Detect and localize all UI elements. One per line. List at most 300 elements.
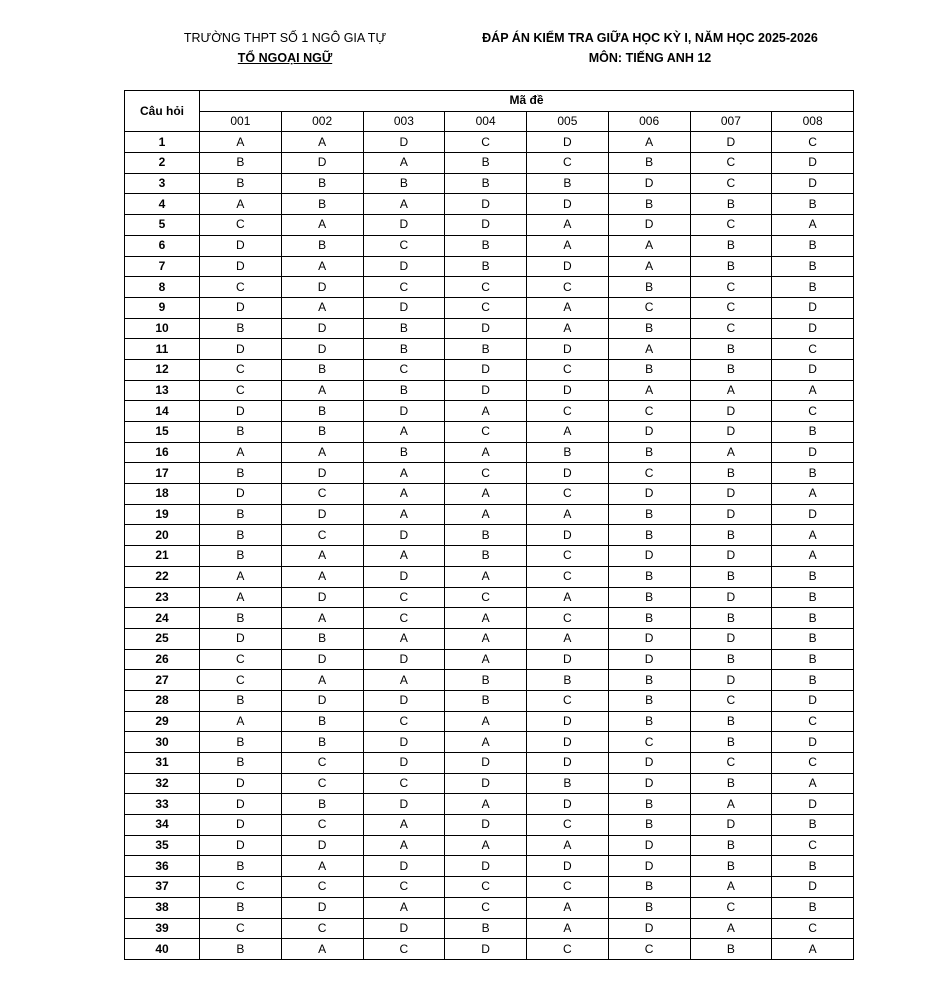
answer-cell: A xyxy=(363,463,445,484)
answer-cell: A xyxy=(363,194,445,215)
answer-cell: D xyxy=(363,215,445,236)
answer-cell: D xyxy=(445,194,527,215)
answer-cell: B xyxy=(690,235,772,256)
answer-cell: D xyxy=(281,463,363,484)
answer-cell: D xyxy=(281,339,363,360)
answer-cell: C xyxy=(363,235,445,256)
answer-cell: C xyxy=(527,153,609,174)
answer-cell: D xyxy=(281,153,363,174)
table-row xyxy=(125,649,854,670)
answer-cell: B xyxy=(772,235,854,256)
answer-cell: A xyxy=(200,194,282,215)
question-number: 40 xyxy=(125,939,200,960)
question-number: 4 xyxy=(125,194,200,215)
answer-cell: A xyxy=(527,235,609,256)
answer-cell: D xyxy=(608,173,690,194)
table-row xyxy=(125,711,854,732)
question-number: 35 xyxy=(125,835,200,856)
answer-cell: A xyxy=(608,339,690,360)
table-row xyxy=(125,794,854,815)
table-row xyxy=(125,380,854,401)
answer-cell: B xyxy=(608,711,690,732)
answer-cell: B xyxy=(772,608,854,629)
code-header-cell: 002 xyxy=(281,111,363,132)
answer-cell: B xyxy=(690,525,772,546)
answer-cell: D xyxy=(772,318,854,339)
question-number: 13 xyxy=(125,380,200,401)
answer-cell: D xyxy=(608,835,690,856)
answer-cell: B xyxy=(608,153,690,174)
question-header: Câu hỏi xyxy=(125,91,200,132)
answer-cell: C xyxy=(527,484,609,505)
answer-cell: B xyxy=(445,546,527,567)
answer-cell: D xyxy=(445,215,527,236)
answer-cell: A xyxy=(527,918,609,939)
answer-cell: C xyxy=(608,297,690,318)
question-number: 10 xyxy=(125,318,200,339)
answer-cell: D xyxy=(527,794,609,815)
answer-cell: C xyxy=(690,277,772,298)
answer-cell: D xyxy=(690,670,772,691)
answer-cell: B xyxy=(690,835,772,856)
answer-cell: A xyxy=(281,566,363,587)
answer-cell: B xyxy=(608,815,690,836)
answer-cell: A xyxy=(363,628,445,649)
question-number: 15 xyxy=(125,422,200,443)
answer-cell: A xyxy=(281,546,363,567)
answer-cell: C xyxy=(200,215,282,236)
school-name: TRƯỜNG THPT SỐ 1 NGÔ GIA TỰ xyxy=(183,31,387,45)
answer-cell: D xyxy=(772,504,854,525)
answer-cell: A xyxy=(772,546,854,567)
table-row xyxy=(125,546,854,567)
answer-cell: A xyxy=(445,608,527,629)
answer-cell: D xyxy=(527,525,609,546)
answer-cell: B xyxy=(281,194,363,215)
answer-cell: B xyxy=(772,587,854,608)
answer-cell: C xyxy=(527,359,609,380)
answer-cell: C xyxy=(363,711,445,732)
answer-cell: A xyxy=(281,442,363,463)
question-number: 6 xyxy=(125,235,200,256)
answer-cell: D xyxy=(690,422,772,443)
question-number: 38 xyxy=(125,897,200,918)
answer-cell: B xyxy=(772,277,854,298)
answer-cell: C xyxy=(527,815,609,836)
answer-cell: A xyxy=(690,794,772,815)
answer-cell: D xyxy=(608,215,690,236)
answer-cell: D xyxy=(772,877,854,898)
question-number: 17 xyxy=(125,463,200,484)
answer-cell: C xyxy=(527,401,609,422)
answer-cell: D xyxy=(445,773,527,794)
answer-cell: D xyxy=(363,256,445,277)
answer-cell: B xyxy=(772,463,854,484)
answer-cell: C xyxy=(690,690,772,711)
answer-cell: B xyxy=(690,566,772,587)
question-number: 21 xyxy=(125,546,200,567)
answer-cell: C xyxy=(608,463,690,484)
answer-cell: B xyxy=(772,628,854,649)
answer-cell: A xyxy=(772,380,854,401)
answer-cell: D xyxy=(363,297,445,318)
answer-cell: D xyxy=(281,835,363,856)
answer-cell: D xyxy=(200,628,282,649)
question-number: 39 xyxy=(125,918,200,939)
answer-cell: C xyxy=(281,753,363,774)
table-row xyxy=(125,504,854,525)
answer-cell: A xyxy=(281,132,363,153)
answer-cell: D xyxy=(772,732,854,753)
answer-cell: B xyxy=(281,711,363,732)
answer-cell: D xyxy=(527,463,609,484)
answer-cell: B xyxy=(690,359,772,380)
answer-cell: B xyxy=(445,525,527,546)
answer-cell: D xyxy=(772,153,854,174)
answer-cell: A xyxy=(608,235,690,256)
table-row xyxy=(125,463,854,484)
answer-cell: D xyxy=(363,794,445,815)
answer-cell: D xyxy=(363,856,445,877)
answer-cell: A xyxy=(527,897,609,918)
answer-cell: D xyxy=(527,256,609,277)
answer-cell: C xyxy=(608,401,690,422)
question-number: 12 xyxy=(125,359,200,380)
question-number: 7 xyxy=(125,256,200,277)
answer-cell: C xyxy=(772,401,854,422)
answer-cell: B xyxy=(445,670,527,691)
answer-cell: A xyxy=(200,587,282,608)
answer-cell: D xyxy=(200,401,282,422)
answer-cell: B xyxy=(281,628,363,649)
table-row xyxy=(125,442,854,463)
answer-cell: A xyxy=(608,256,690,277)
table-row xyxy=(125,277,854,298)
answer-cell: A xyxy=(445,484,527,505)
answer-cell: C xyxy=(363,877,445,898)
answer-cell: B xyxy=(690,608,772,629)
answer-cell: B xyxy=(527,773,609,794)
answer-cell: A xyxy=(445,794,527,815)
question-number: 1 xyxy=(125,132,200,153)
answer-cell: B xyxy=(281,422,363,443)
answer-cell: A xyxy=(527,628,609,649)
table-row xyxy=(125,297,854,318)
table-row xyxy=(125,939,854,960)
answer-cell: B xyxy=(200,504,282,525)
answer-cell: C xyxy=(772,835,854,856)
table-row xyxy=(125,608,854,629)
answer-cell: B xyxy=(445,339,527,360)
answer-cell: C xyxy=(281,484,363,505)
answer-cell: B xyxy=(363,339,445,360)
header-right xyxy=(440,28,860,68)
answer-cell: A xyxy=(445,649,527,670)
answer-cell: B xyxy=(772,856,854,877)
answer-cell: A xyxy=(281,380,363,401)
answer-cell: A xyxy=(527,318,609,339)
answer-cell: D xyxy=(608,649,690,670)
answer-cell: C xyxy=(445,132,527,153)
answer-cell: C xyxy=(445,422,527,443)
answer-cell: D xyxy=(772,173,854,194)
question-number: 34 xyxy=(125,815,200,836)
table-row xyxy=(125,235,854,256)
answer-cell: B xyxy=(772,422,854,443)
answer-cell: B xyxy=(281,732,363,753)
answer-cell: C xyxy=(527,608,609,629)
answer-cell: C xyxy=(445,463,527,484)
answer-cell: C xyxy=(527,690,609,711)
answer-cell: D xyxy=(200,297,282,318)
answer-cell: C xyxy=(200,918,282,939)
answer-cell: B xyxy=(690,711,772,732)
question-number: 37 xyxy=(125,877,200,898)
table-row xyxy=(125,815,854,836)
answer-cell: A xyxy=(363,504,445,525)
answer-cell: D xyxy=(445,359,527,380)
answer-cell: A xyxy=(527,835,609,856)
answer-cell: A xyxy=(527,297,609,318)
answer-cell: A xyxy=(363,897,445,918)
answer-cell: A xyxy=(527,504,609,525)
table-row xyxy=(125,215,854,236)
question-number: 31 xyxy=(125,753,200,774)
answer-cell: D xyxy=(445,939,527,960)
question-number: 8 xyxy=(125,277,200,298)
answer-cell: B xyxy=(608,194,690,215)
answer-cell: C xyxy=(445,297,527,318)
answer-cell: D xyxy=(527,380,609,401)
answer-cell: D xyxy=(445,856,527,877)
codes-row xyxy=(125,111,854,132)
answer-cell: C xyxy=(363,608,445,629)
table-row xyxy=(125,670,854,691)
answer-cell: D xyxy=(200,339,282,360)
answer-cell: A xyxy=(200,711,282,732)
answer-cell: A xyxy=(281,670,363,691)
answer-cell: D xyxy=(527,753,609,774)
answer-cell: C xyxy=(772,918,854,939)
answer-cell: C xyxy=(690,153,772,174)
answer-cell: C xyxy=(527,939,609,960)
answer-cell: C xyxy=(772,753,854,774)
answer-cell: A xyxy=(281,215,363,236)
answer-cell: A xyxy=(527,215,609,236)
answer-cell: B xyxy=(445,918,527,939)
answer-cell: A xyxy=(363,670,445,691)
subject-name: MÔN: TIẾNG ANH 12 xyxy=(588,51,712,65)
answer-cell: C xyxy=(200,649,282,670)
answer-cell: B xyxy=(363,380,445,401)
answer-cell: D xyxy=(772,359,854,380)
answer-cell: A xyxy=(690,442,772,463)
answer-cell: C xyxy=(363,773,445,794)
answer-cell: C xyxy=(445,897,527,918)
code-header-cell: 006 xyxy=(608,111,690,132)
answer-cell: B xyxy=(772,897,854,918)
answer-cell: C xyxy=(363,359,445,380)
answer-cell: D xyxy=(527,856,609,877)
table-row xyxy=(125,256,854,277)
answer-cell: D xyxy=(363,132,445,153)
answer-cell: D xyxy=(527,649,609,670)
answer-cell: D xyxy=(608,773,690,794)
table-row xyxy=(125,856,854,877)
answer-cell: D xyxy=(608,753,690,774)
answer-cell: A xyxy=(363,484,445,505)
answer-cell: D xyxy=(690,504,772,525)
answer-cell: A xyxy=(772,939,854,960)
answer-cell: A xyxy=(281,856,363,877)
answer-cell: A xyxy=(527,422,609,443)
answer-cell: B xyxy=(200,753,282,774)
answer-cell: B xyxy=(200,732,282,753)
answer-cell: A xyxy=(445,401,527,422)
answer-cell: A xyxy=(690,380,772,401)
answer-cell: B xyxy=(608,877,690,898)
question-number: 22 xyxy=(125,566,200,587)
table-row xyxy=(125,835,854,856)
table-row xyxy=(125,628,854,649)
answer-cell: B xyxy=(608,525,690,546)
question-number: 5 xyxy=(125,215,200,236)
answer-cell: D xyxy=(363,401,445,422)
question-number: 24 xyxy=(125,608,200,629)
answer-cell: B xyxy=(608,897,690,918)
answer-cell: C xyxy=(445,277,527,298)
answer-cell: B xyxy=(200,546,282,567)
answer-cell: B xyxy=(200,318,282,339)
question-number: 33 xyxy=(125,794,200,815)
answer-cell: B xyxy=(608,670,690,691)
answer-cell: A xyxy=(445,711,527,732)
answer-cell: B xyxy=(690,773,772,794)
answer-cell: C xyxy=(200,670,282,691)
question-number: 19 xyxy=(125,504,200,525)
question-number: 36 xyxy=(125,856,200,877)
answer-cell: B xyxy=(608,504,690,525)
answer-cell: D xyxy=(363,732,445,753)
answer-cell: B xyxy=(690,463,772,484)
table-row xyxy=(125,484,854,505)
answer-cell: B xyxy=(772,194,854,215)
answer-cell: B xyxy=(527,173,609,194)
answer-cell: A xyxy=(363,546,445,567)
department-name: TỔ NGOẠI NGỮ xyxy=(237,51,333,65)
answer-cell: D xyxy=(363,690,445,711)
answer-rows xyxy=(125,132,854,960)
answer-cell: B xyxy=(608,442,690,463)
answer-cell: C xyxy=(527,566,609,587)
answer-cell: C xyxy=(200,877,282,898)
answer-cell: D xyxy=(445,380,527,401)
code-header-cell: 008 xyxy=(772,111,854,132)
answer-cell: D xyxy=(527,132,609,153)
answer-cell: C xyxy=(690,753,772,774)
answer-cell: B xyxy=(445,235,527,256)
answer-cell: D xyxy=(363,649,445,670)
answer-cell: B xyxy=(772,649,854,670)
answer-cell: A xyxy=(445,628,527,649)
question-number: 32 xyxy=(125,773,200,794)
code-header-cell: 005 xyxy=(527,111,609,132)
answer-cell: B xyxy=(690,856,772,877)
answer-cell: D xyxy=(690,587,772,608)
answer-cell: B xyxy=(690,939,772,960)
answer-cell: A xyxy=(772,484,854,505)
answer-cell: D xyxy=(281,277,363,298)
answer-cell: B xyxy=(363,318,445,339)
answer-cell: D xyxy=(200,835,282,856)
table-row xyxy=(125,318,854,339)
answer-cell: A xyxy=(200,132,282,153)
question-number: 14 xyxy=(125,401,200,422)
answer-cell: A xyxy=(363,835,445,856)
table-row xyxy=(125,877,854,898)
answer-cell: C xyxy=(772,339,854,360)
answer-cell: D xyxy=(690,628,772,649)
answer-cell: D xyxy=(281,897,363,918)
answer-cell: D xyxy=(527,339,609,360)
answer-cell: B xyxy=(608,566,690,587)
table-row xyxy=(125,566,854,587)
question-number: 30 xyxy=(125,732,200,753)
answer-cell: B xyxy=(200,463,282,484)
answer-cell: C xyxy=(363,587,445,608)
answer-cell: B xyxy=(200,608,282,629)
answer-cell: C xyxy=(281,815,363,836)
answer-cell: B xyxy=(608,794,690,815)
answer-cell: A xyxy=(772,525,854,546)
answer-cell: B xyxy=(690,732,772,753)
answer-cell: A xyxy=(281,256,363,277)
answer-cell: A xyxy=(281,297,363,318)
answer-cell: B xyxy=(281,401,363,422)
answer-cell: B xyxy=(200,939,282,960)
answer-cell: B xyxy=(281,235,363,256)
answer-cell: C xyxy=(690,297,772,318)
answer-cell: B xyxy=(200,153,282,174)
answer-cell: B xyxy=(690,256,772,277)
answer-cell: B xyxy=(363,173,445,194)
answer-cell: B xyxy=(690,649,772,670)
answer-cell: C xyxy=(772,711,854,732)
answer-cell: D xyxy=(200,815,282,836)
answer-cell: D xyxy=(608,628,690,649)
answer-cell: B xyxy=(772,566,854,587)
answer-cell: A xyxy=(445,566,527,587)
answer-cell: A xyxy=(690,918,772,939)
question-number: 23 xyxy=(125,587,200,608)
table-row xyxy=(125,173,854,194)
answer-cell: D xyxy=(281,504,363,525)
answer-cell: D xyxy=(363,525,445,546)
answer-cell: D xyxy=(200,256,282,277)
answer-cell: C xyxy=(690,897,772,918)
answer-cell: A xyxy=(690,877,772,898)
table-row xyxy=(125,359,854,380)
exam-title: ĐÁP ÁN KIỂM TRA GIỮA HỌC KỲ I, NĂM HỌC 2025-2026 xyxy=(482,31,818,45)
answer-cell: C xyxy=(445,877,527,898)
answer-cell: A xyxy=(281,939,363,960)
question-number: 20 xyxy=(125,525,200,546)
answer-cell: C xyxy=(363,939,445,960)
answer-cell: A xyxy=(445,732,527,753)
question-number: 26 xyxy=(125,649,200,670)
answer-cell: C xyxy=(363,277,445,298)
answer-cell: D xyxy=(690,815,772,836)
